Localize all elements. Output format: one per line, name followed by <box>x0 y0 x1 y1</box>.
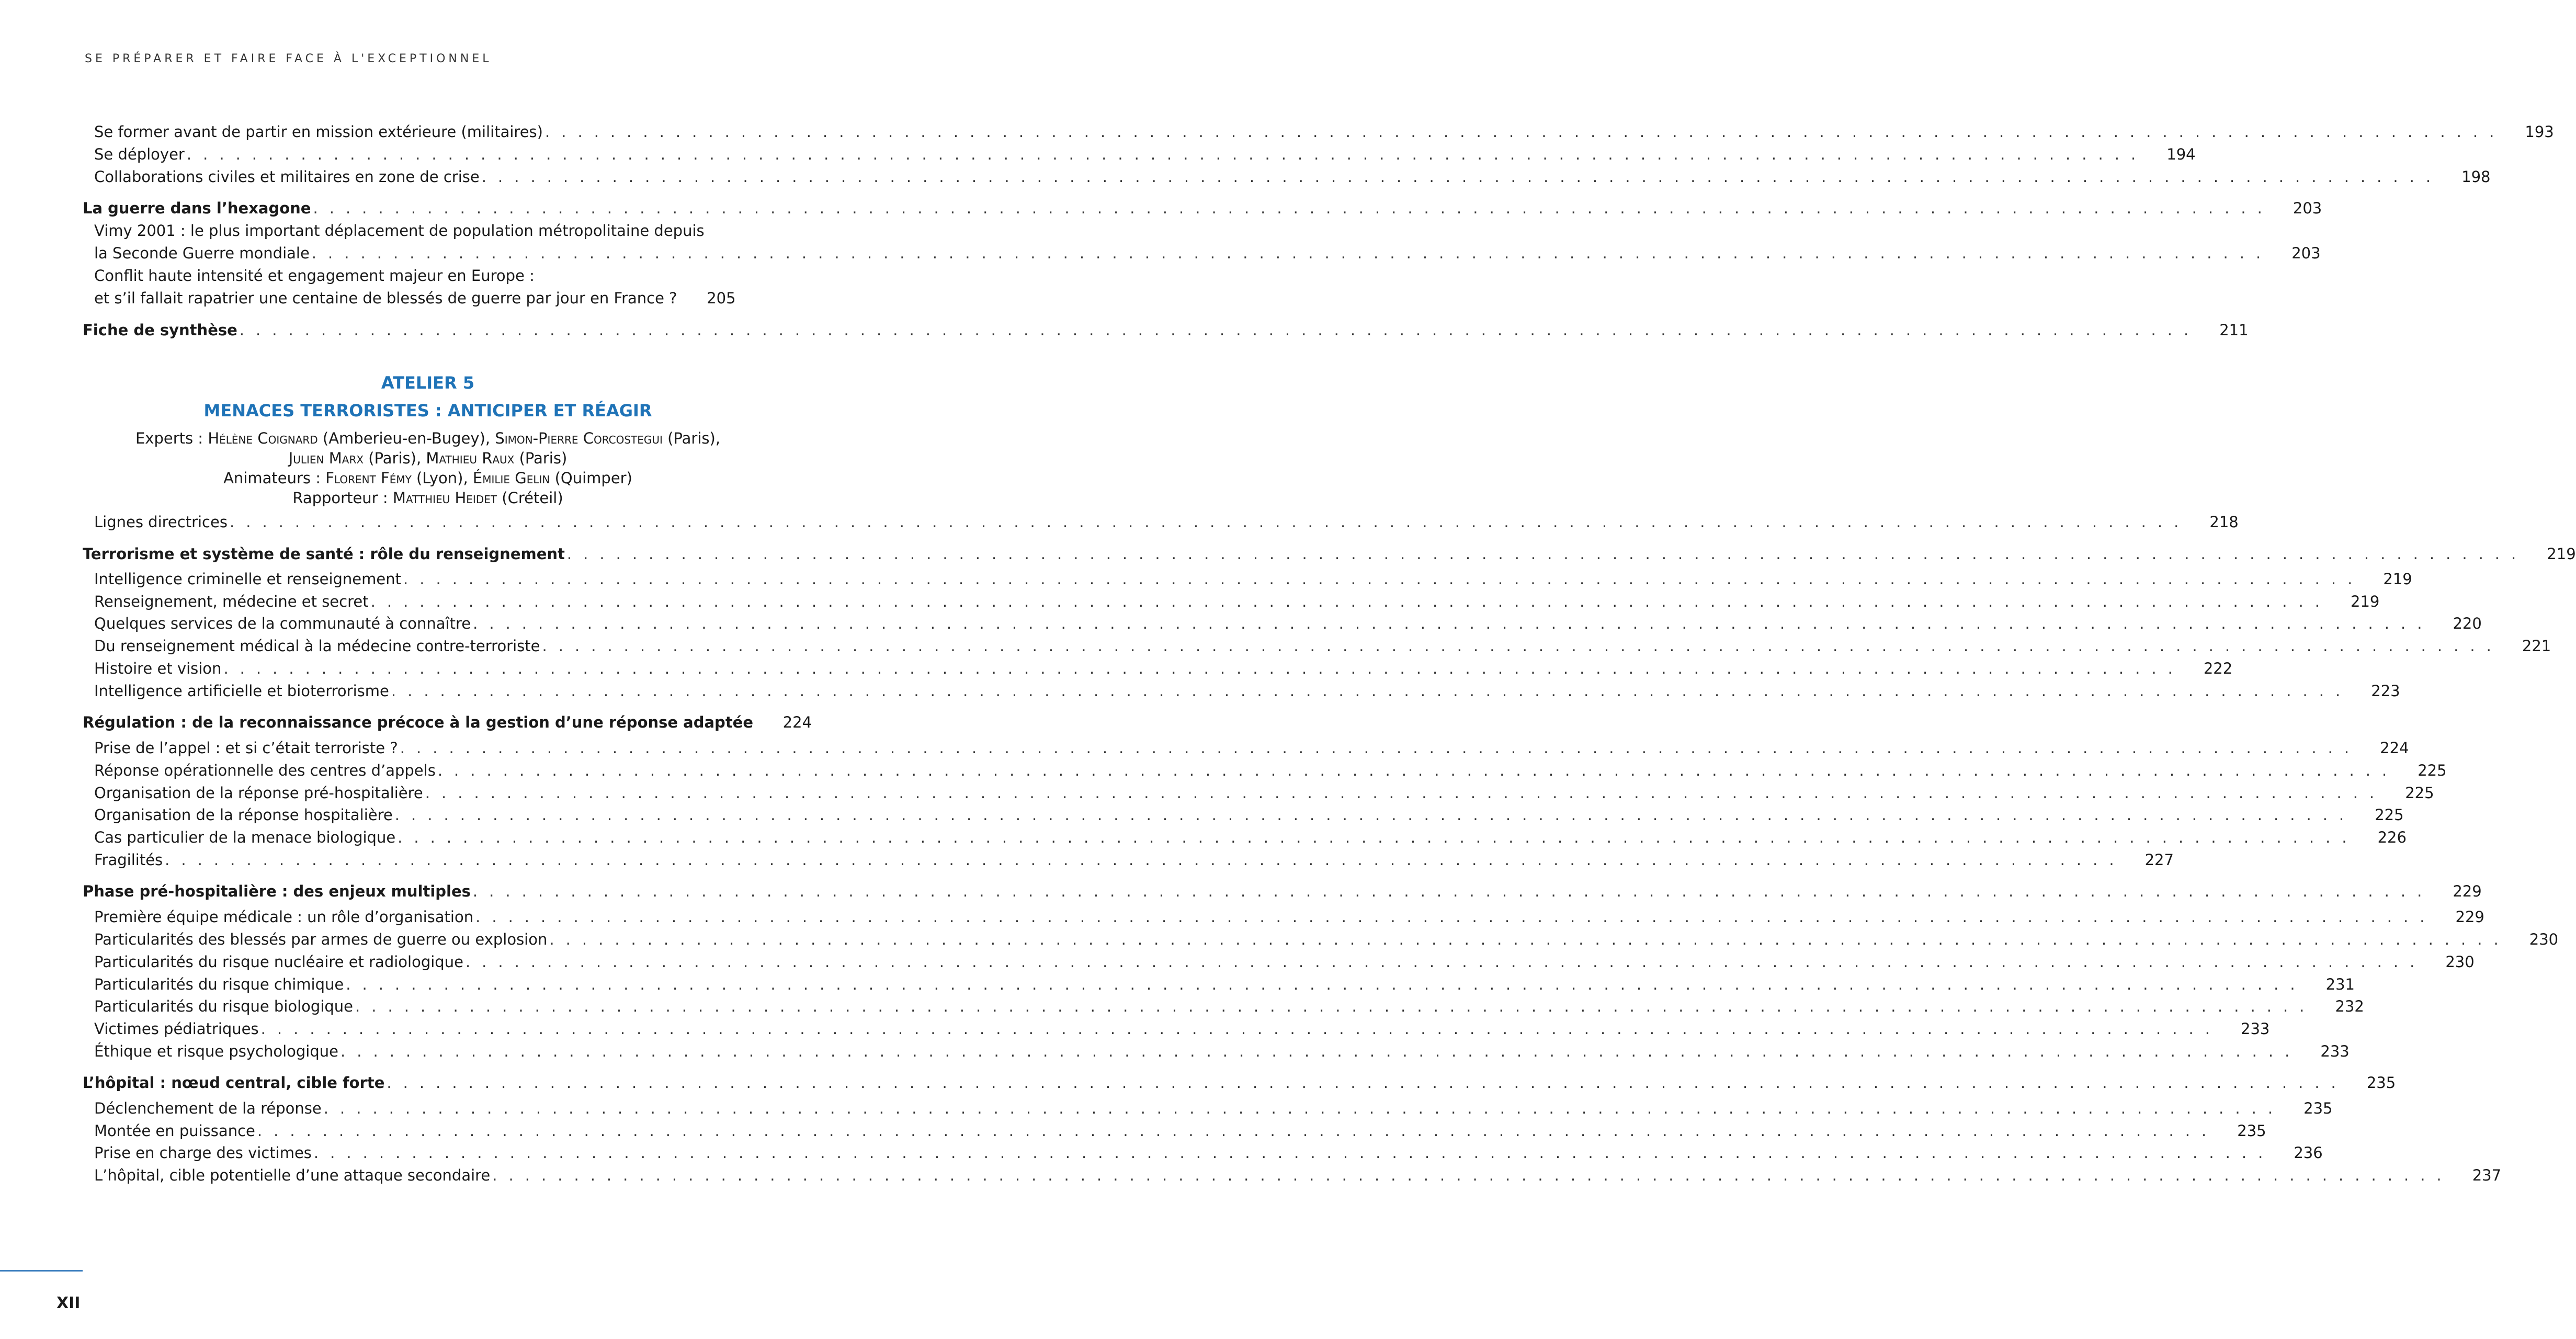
rapporteur-name: Matthieu Heidet <box>392 489 497 507</box>
toc-page-number: 229 <box>2453 882 2482 900</box>
dot-leader: . . . . . . . . . . . . . . . . . . . . . . . . . . . . . . . . . . . . . . . . . . . . . . . . . . . . . . . . . . . . . . . . . . . . . . . . . . . . . . . . . . . . . . . . . . . . . . . . . . . . . . . . . . . . . . . . . . . . . . . . <box>473 615 2425 632</box>
toc-section[interactable] <box>83 881 2482 902</box>
toc-page-number: 235 <box>2366 1074 2396 1092</box>
toc-entry[interactable] <box>83 906 2484 927</box>
running-header: SE PRÉPARER ET FAIRE FACE À L'EXCEPTIONNEL <box>85 52 492 65</box>
page-folio: XII <box>56 1294 81 1312</box>
toc-section[interactable] <box>83 198 2322 219</box>
toc-page-number: 219 <box>2351 593 2380 610</box>
toc-entry[interactable] <box>83 121 2554 142</box>
toc-entry-title: Organisation de la réponse hospitalière <box>94 806 393 824</box>
toc-entry[interactable] <box>83 737 2409 758</box>
expert-name: Mathieu Raux <box>426 449 515 467</box>
toc-section-title: La guerre dans l’hexagone <box>83 199 311 217</box>
toc-entry[interactable] <box>83 1142 2323 1163</box>
toc-entry-title: et s’il fallait rapatrier une centaine de blessés de guerre par jour en France ? <box>94 289 677 307</box>
toc-page-number: 227 <box>2144 851 2174 869</box>
dot-leader: . . . . . . . . . . . . . . . . . . . . . . . . . . . . . . . . . . . . . . . . . . . . . . . . . . . . . . . . . . . . . . . . . . . . . . . . . . . . . . . . . . . . . . . . . . . . . . . . . . . . . . . . . . . . . . . . . . . . . . . . <box>186 145 2139 163</box>
toc-section-title: L’hôpital : nœud central, cible forte <box>83 1074 385 1092</box>
toc-entry-title: Se déployer <box>94 145 185 163</box>
toc-entry-title: Du renseignement médical à la médecine contre-terroriste <box>94 637 540 655</box>
toc-section[interactable] <box>83 543 2576 564</box>
toc-section-title: Régulation : de la reconnaissance précoce à la gestion d’une réponse adaptée <box>83 713 754 731</box>
toc-entry-title: Histoire et vision <box>94 660 222 677</box>
toc-page-number: 230 <box>2529 931 2559 948</box>
toc-section[interactable] <box>83 712 812 733</box>
toc-entry[interactable] <box>83 974 2355 995</box>
toc-page-number: 237 <box>2472 1166 2502 1184</box>
animateur-name: Émilie Gelin <box>472 469 550 487</box>
toc-entry-title: Réponse opérationnelle des centres d’appels <box>94 762 436 779</box>
toc-page-number: 226 <box>2377 829 2407 846</box>
toc-entry[interactable] <box>83 760 2447 781</box>
toc-page-number: 224 <box>2380 739 2409 757</box>
toc-entry-title: Déclenchement de la réponse <box>94 1099 322 1117</box>
toc-entry-title: Renseignement, médecine et secret <box>94 593 369 610</box>
dot-leader: . . . . . . . . . . . . . . . . . . . . . . . . . . . . . . . . . . . . . . . . . . . . . . . . . . . . . . . . . . . . . . . . . . . . . . . . . . . . . . . . . . . . . . . . . . . . . . . . . . . . . . . . . . . . . . . . . . . . . . . . <box>346 975 2299 993</box>
toc-page-number: 219 <box>2383 570 2412 588</box>
toc-entry[interactable] <box>83 1018 2270 1039</box>
toc-entry[interactable] <box>83 1165 2502 1186</box>
toc-entry[interactable] <box>83 613 2482 634</box>
toc-entry[interactable] <box>83 166 2491 187</box>
dot-leader: . . . . . . . . . . . . . . . . . . . . . . . . . . . . . . . . . . . . . . . . . . . . . . . . . . . . . . . . . . . . . . . . . . . . . . . . . . . . . . . . . . . . . . . . . . . . . . . . . . . . . . . . . . . . . . . . . . . . . . . . <box>398 829 2350 846</box>
dot-leader: . . . . . . . . . . . . . . . . . . . . . . . . . . . . . . . . . . . . . . . . . . . . . . . . . . . . . . . . . . . . . . . . . . . . . . . . . . . . . . . . . . . . . . . . . . . . . . . . . . . . . . . . . . . . . . . . . . . . . . . . <box>566 545 2520 563</box>
dot-leader: . . . . . . . . . . . . . . . . . . . . . . . . . . . . . . . . . . . . . . . . . . . . . . . . . . . . . . . . . . . . . . . . . . . . . . . . . . . . . . . . . . . . . . . . . . . . . . . . . . . . . . . . . . . . . . . . . . . . . . . . <box>472 882 2425 900</box>
atelier-label: ATELIER 5 <box>381 373 475 393</box>
toc-entry-title: Se former avant de partir en mission extérieure (militaires) <box>94 123 543 141</box>
toc-page-number: 221 <box>2522 637 2551 655</box>
toc-entry-title: Lignes directrices <box>94 513 228 531</box>
toc-page-number: 198 <box>2461 168 2491 186</box>
dot-leader: . . . . . . . . . . . . . . . . . . . . . . . . . . . . . . . . . . . . . . . . . . . . . . . . . . . . . . . . . . . . . . . . . . . . . . . . . . . . . . . . . . . . . . . . . . . . . . . . . . . . . . . . . . . . . . . . . . . . . . . . <box>437 762 2390 779</box>
toc-page-number: 219 <box>2547 545 2576 563</box>
toc-section-title: Fiche de synthèse <box>83 321 237 339</box>
expert-name: Simon-Pierre Corcostegui <box>495 429 663 447</box>
toc-entry-title: Fragilités <box>94 851 163 869</box>
toc-entry[interactable] <box>83 951 2475 972</box>
dot-leader: . . . . . . . . . . . . . . . . . . . . . . . . . . . . . . . . . . . . . . . . . . . . . . . . . . . . . . . . . . . . . . . . . . . . . . . . . . . . . . . . . . . . . . . . . . . . . . . . . . . . . . . . . . . . . . . . . . . . . . . . <box>229 513 2182 531</box>
toc-page-number: 193 <box>2525 123 2554 141</box>
expert-place: (Paris), <box>662 429 721 447</box>
toc-page-number: 231 <box>2325 975 2355 993</box>
expert-name: Julien Marx <box>288 449 364 467</box>
toc-entry[interactable] <box>83 680 2400 701</box>
toc-section[interactable] <box>83 320 2249 341</box>
dot-leader: . . . . . . . . . . . . . . . . . . . . . . . . . . . . . . . . . . . . . . . . . . . . . . . . . . . . . . . . . . . . . . . . . . . . . . . . . . . . . . . . . . . . . . . . . . . . . . . . . . . . . . . . . . . . . . . . . . . . . . . . <box>355 997 2308 1015</box>
toc-page-number: 235 <box>2237 1122 2266 1140</box>
dot-leader: . . . . . . . . . . . . . . . . . . . . . . . . . . . . . . . . . . . . . . . . . . . . . . . . . . . . . . . . . . . . . . . . . . . . . . . . . . . . . . . . . . . . . . . . . . . . . . . . . . . . . . . . . . . . . . . . . . . . . . . . <box>403 570 2356 588</box>
toc-entry-title: la Seconde Guerre mondiale <box>94 244 310 262</box>
toc-page-number: 233 <box>2320 1042 2350 1060</box>
rapporteur-place: (Créteil) <box>497 489 563 507</box>
toc-entry[interactable] <box>83 929 2559 950</box>
toc-entry-title: Victimes pédiatriques <box>94 1020 259 1038</box>
animateur-place: (Lyon), <box>411 469 473 487</box>
animateurs-line <box>83 468 773 489</box>
toc-page-number: 224 <box>782 713 812 731</box>
toc-entry-title: Particularités des blessés par armes de guerre ou explosion <box>94 931 548 948</box>
toc-entry[interactable] <box>83 849 2174 870</box>
expert-place: (Paris) <box>514 449 568 467</box>
dot-leader: . . . . . . . . . . . . . . . . . . . . . . . . . . . . . . . . . . . . . . . . . . . . . . . . . . . . . . . . . . . . . . . . . . . . . . . . . . . . . . . . . . . . . . . . . . . . . . . . . . . . . . . . . . . . . . . . . . . . . . . . <box>391 682 2344 700</box>
toc-entry[interactable] <box>83 996 2364 1017</box>
dot-leader: . . . . . . . . . . . . . . . . . . . . . . . . . . . . . . . . . . . . . . . . . . . . . . . . . . . . . . . . . . . . . . . . . . . . . . . . . . . . . . . . . . . . . . . . . . . . . . . . . . . . . . . . . . . . . . . . . . . . . . . . <box>387 1074 2340 1092</box>
expert-name: Hélène Coignard <box>208 429 318 447</box>
toc-entry-title: Montée en puissance <box>94 1122 255 1140</box>
toc-entry-title: Intelligence artificielle et bioterrorisme <box>94 682 389 700</box>
toc-page-number: 225 <box>2375 806 2404 824</box>
toc-entry-title: Première équipe médicale : un rôle d’organisation <box>94 908 474 926</box>
expert-place: (Paris), <box>364 449 426 467</box>
toc-page-number: 194 <box>2166 145 2196 163</box>
dot-leader: . . . . . . . . . . . . . . . . . . . . . . . . . . . . . . . . . . . . . . . . . . . . . . . . . . . . . . . . . . . . . . . . . . . . . . . . . . . . . . . . . . . . . . . . . . . . . . . . . . . . . . . . . . . . . . . . . . . . . . . . <box>239 321 2192 339</box>
toc-entry[interactable] <box>83 569 2412 589</box>
toc-page-number: 233 <box>2241 1020 2270 1038</box>
toc-page-number: 205 <box>707 289 736 307</box>
dot-leader: . . . . . . . . . . . . . . . . . . . . . . . . . . . . . . . . . . . . . . . . . . . . . . . . . . . . . . . . . . . . . . . . . . . . . . . . . . . . . . . . . . . . . . . . . . . . . . . . . . . . . . . . . . . . . . . . . . . . . . . . <box>475 908 2428 926</box>
dot-leader: . . . . . . . . . . . . . . . . . . . . . . . . . . . . . . . . . . . . . . . . . . . . . . . . . . . . . . . . . . . . . . . . . . . . . . . . . . . . . . . . . . . . . . . . . . . . . . . . . . . . . . . . . . . . . . . . . . . . . . . . <box>370 593 2323 610</box>
toc-entry[interactable] <box>83 512 2239 532</box>
toc-page-number: 223 <box>2371 682 2400 700</box>
toc-entry[interactable] <box>83 243 2321 264</box>
toc-entry-title-line1: Vimy 2001 : le plus important déplacement de population métropolitaine depuis <box>94 222 705 240</box>
toc-entry-title: Éthique et risque psychologique <box>94 1042 338 1060</box>
dot-leader: . . . . . . . . . . . . . . . . . . . . . . . . . . . . . . . . . . . . . . . . . . . . . . . . . . . . . . . . . . . . . . . . . . . . . . . . . . . . . . . . . . . . . . . . . . . . . . . . . . . . . . . . . . . . . . . . . . . . . . . . <box>549 931 2502 948</box>
expert-place: (Amberieu-en-Bugey), <box>317 429 495 447</box>
toc-page-number: 225 <box>2405 784 2434 802</box>
dot-leader: . . . . . . . . . . . . . . . . . . . . . . . . . . . . . . . . . . . . . . . . . . . . . . . . . . . . . . . . . . . . . . . . . . . . . . . . . . . . . . . . . . . . . . . . . . . . . . . . . . . . . . . . . . . . . . . . . . . . . . . . <box>313 199 2266 217</box>
toc-page-number: 211 <box>2219 321 2249 339</box>
toc-page-number: 232 <box>2335 997 2364 1015</box>
toc-section-title: Phase pré-hospitalière : des enjeux multiples <box>83 882 471 900</box>
rapporteur-label: Rapporteur : <box>292 489 393 507</box>
dot-leader: . . . . . . . . . . . . . . . . . . . . . . . . . . . . . . . . . . . . . . . . . . . . . . . . . . . . . . . . . . . . . . . . . . . . . . . . . . . . . . . . . . . . . . . . . . . . . . . . . . . . . . . . . . . . . . . . . . . . . . . . <box>313 1144 2266 1162</box>
toc-page-number: 222 <box>2203 660 2233 677</box>
toc-entry-title: Prise de l’appel : et si c’était terroriste ? <box>94 739 398 757</box>
toc-entry-title: Particularités du risque nucléaire et radiologique <box>94 953 463 971</box>
dot-leader: . . . . . . . . . . . . . . . . . . . . . . . . . . . . . . . . . . . . . . . . . . . . . . . . . . . . . . . . . . . . . . . . . . . . . . . . . . . . . . . . . . . . . . . . . . . . . . . . . . . . . . . . . . . . . . . . . . . . . . . . <box>257 1122 2210 1140</box>
toc-page-number: 230 <box>2445 953 2475 971</box>
toc-entry-title: Cas particulier de la menace biologique <box>94 829 396 846</box>
toc-entry-title: Particularités du risque chimique <box>94 975 344 993</box>
atelier-title: MENACES TERRORISTES : ANTICIPER ET RÉAGIR <box>203 401 652 421</box>
toc-page-number: 225 <box>2418 762 2447 779</box>
rapporteur-line <box>83 487 773 508</box>
dot-leader: . . . . . . . . . . . . . . . . . . . . . . . . . . . . . . . . . . . . . . . . . . . . . . . . . . . . . . . . . . . . . . . . . . . . . . . . . . . . . . . . . . . . . . . . . . . . . . . . . . . . . . . . . . . . . . . . . . . . . . . . <box>425 784 2378 802</box>
experts-label: Experts : <box>135 429 208 447</box>
toc-entry[interactable] <box>83 591 2380 612</box>
toc-page-number: 203 <box>2291 244 2321 262</box>
toc-entry-title: Organisation de la réponse pré-hospitalière <box>94 784 423 802</box>
toc-entry-title: Particularités du risque biologique <box>94 997 354 1015</box>
dot-leader: . . . . . . . . . . . . . . . . . . . . . . . . . . . . . . . . . . . . . . . . . . . . . . . . . . . . . . . . . . . . . . . . . . . . . . . . . . . . . . . . . . . . . . . . . . . . . . . . . . . . . . . . . . . . . . . . . . . . . . . . <box>223 660 2176 677</box>
toc-entry[interactable] <box>83 658 2233 679</box>
dot-leader: . . . . . . . . . . . . . . . . . . . . . . . . . . . . . . . . . . . . . . . . . . . . . . . . . . . . . . . . . . . . . . . . . . . . . . . . . . . . . . . . . . . . . . . . . . . . . . . . . . . . . . . . . . . . . . . . . . . . . . . . <box>400 739 2353 757</box>
toc-entry[interactable] <box>83 804 2404 825</box>
toc-entry[interactable] <box>83 827 2407 848</box>
toc-entry-title: Intelligence criminelle et renseignement <box>94 570 401 588</box>
toc-entry[interactable] <box>83 636 2551 656</box>
dot-leader: . . . . . . . . . . . . . . . . . . . . . . . . . . . . . . . . . . . . . . . . . . . . . . . . . . . . . . . . . . . . . . . . . . . . . . . . . . . . . . . . . . . . . . . . . . . . . . . . . . . . . . . . . . . . . . . . . . . . . . . . <box>260 1020 2214 1038</box>
toc-page-number: 229 <box>2455 908 2484 926</box>
toc-entry[interactable] <box>83 288 773 309</box>
toc-entry-title-line1: Conflit haute intensité et engagement majeur en Europe : <box>94 267 535 285</box>
toc-section-title: Terrorisme et système de santé : rôle du renseignement <box>83 545 565 563</box>
footer-rule <box>0 1270 83 1272</box>
dot-leader: . . . . . . . . . . . . . . . . . . . . . . . . . . . . . . . . . . . . . . . . . . . . . . . . . . . . . . . . . . . . . . . . . . . . . . . . . . . . . . . . . . . . . . . . . . . . . . . . . . . . . . . . . . . . . . . . . . . . . . . . <box>394 806 2347 824</box>
toc-entry-title: Prise en charge des victimes <box>94 1144 312 1162</box>
dot-leader: . . . . . . . . . . . . . . . . . . . . . . . . . . . . . . . . . . . . . . . . . . . . . . . . . . . . . . . . . . . . . . . . . . . . . . . . . . . . . . . . . . . . . . . . . . . . . . . . . . . . . . . . . . . . . . . . . . . . . . . . <box>544 123 2498 141</box>
dot-leader: . . . . . . . . . . . . . . . . . . . . . . . . . . . . . . . . . . . . . . . . . . . . . . . . . . . . . . . . . . . . . . . . . . . . . . . . . . . . . . . . . . . . . . . . . . . . . . . . . . . . . . . . . . . . . . . . . . . . . . . . <box>481 168 2434 186</box>
dot-leader: . . . . . . . . . . . . . . . . . . . . . . . . . . . . . . . . . . . . . . . . . . . . . . . . . . . . . . . . . . . . . . . . . . . . . . . . . . . . . . . . . . . . . . . . . . . . . . . . . . . . . . . . . . . . . . . . . . . . . . . . <box>465 953 2418 971</box>
toc-page-number: 236 <box>2294 1144 2323 1162</box>
animateur-place: (Quimper) <box>550 469 632 487</box>
dot-leader: . . . . . . . . . . . . . . . . . . . . . . . . . . . . . . . . . . . . . . . . . . . . . . . . . . . . . . . . . . . . . . . . . . . . . . . . . . . . . . . . . . . . . . . . . . . . . . . . . . . . . . . . . . . . . . . . . . . . . . . . <box>341 1042 2293 1060</box>
toc-entry[interactable] <box>83 1098 2333 1119</box>
toc-page-number: 218 <box>2209 513 2239 531</box>
experts-line-2 <box>83 448 773 469</box>
toc-page-number: 235 <box>2303 1099 2333 1117</box>
toc-entry-title: Quelques services de la communauté à connaître <box>94 615 471 632</box>
toc-entry-title: Collaborations civiles et militaires en zone de crise <box>94 168 480 186</box>
toc-page-number: 220 <box>2453 615 2482 632</box>
dot-leader: . . . . . . . . . . . . . . . . . . . . . . . . . . . . . . . . . . . . . . . . . . . . . . . . . . . . . . . . . . . . . . . . . . . . . . . . . . . . . . . . . . . . . . . . . . . . . . . . . . . . . . . . . . . . . . . . . . . . . . . . <box>492 1166 2445 1184</box>
dot-leader: . . . . . . . . . . . . . . . . . . . . . . . . . . . . . . . . . . . . . . . . . . . . . . . . . . . . . . . . . . . . . . . . . . . . . . . . . . . . . . . . . . . . . . . . . . . . . . . . . . . . . . . . . . . . . . . . . . . . . . . . <box>165 851 2117 869</box>
experts-line-1 <box>83 428 773 449</box>
animateurs-label: Animateurs : <box>223 469 326 487</box>
toc-page-number: 203 <box>2293 199 2322 217</box>
toc-section[interactable] <box>83 1072 2396 1093</box>
dot-leader: . . . . . . . . . . . . . . . . . . . . . . . . . . . . . . . . . . . . . . . . . . . . . . . . . . . . . . . . . . . . . . . . . . . . . . . . . . . . . . . . . . . . . . . . . . . . . . . . . . . . . . . . . . . . . . . . . . . . . . . . <box>323 1099 2276 1117</box>
dot-leader: . . . . . . . . . . . . . . . . . . . . . . . . . . . . . . . . . . . . . . . . . . . . . . . . . . . . . . . . . . . . . . . . . . . . . . . . . . . . . . . . . . . . . . . . . . . . . . . . . . . . . . . . . . . . . . . . . . . . . . . . <box>542 637 2495 655</box>
animateur-name: Florent Fémy <box>325 469 412 487</box>
toc-entry-title: L’hôpital, cible potentielle d’une attaque secondaire <box>94 1166 491 1184</box>
toc-entry[interactable] <box>83 782 2434 803</box>
toc-entry[interactable] <box>83 1120 2266 1141</box>
toc-entry[interactable] <box>83 144 2196 165</box>
dot-leader: . . . . . . . . . . . . . . . . . . . . . . . . . . . . . . . . . . . . . . . . . . . . . . . . . . . . . . . . . . . . . . . . . . . . . . . . . . . . . . . . . . . . . . . . . . . . . . . . . . . . . . . . . . . . . . . . . . . . . . . . <box>311 244 2264 262</box>
toc-entry[interactable] <box>83 1041 2350 1062</box>
